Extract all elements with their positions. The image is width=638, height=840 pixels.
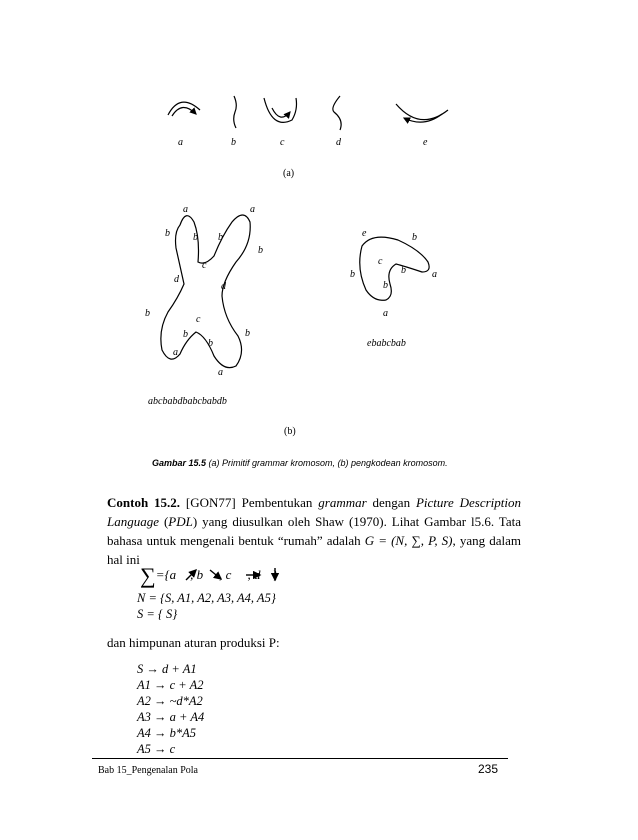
x-label: b	[193, 232, 198, 243]
boomerang-label: b	[383, 280, 388, 291]
primitive-e-icon	[396, 104, 448, 122]
boomerang-label: e	[362, 228, 367, 239]
x-chromosome-code: abcbabdbabcbabdb	[148, 396, 227, 407]
page-number: 235	[478, 762, 499, 776]
production-rule: A4 → b*A5	[137, 726, 197, 740]
sigma-icon: ∑	[140, 563, 156, 588]
pdl-term: Picture Description Language	[107, 495, 521, 529]
primitive-d-icon	[333, 96, 341, 130]
sigma-set-text: , c	[219, 567, 232, 582]
x-label: c	[202, 260, 207, 271]
x-label: a	[173, 347, 178, 358]
boomerang-label: b	[412, 232, 417, 243]
primitive-d-label: d	[336, 137, 341, 148]
chromosome-x-outline	[161, 215, 250, 368]
production-rule: A1 → c + A2	[137, 678, 204, 692]
boomerang-label: a	[432, 269, 437, 280]
primitive-c-label: c	[280, 137, 285, 148]
x-label: d	[174, 274, 179, 285]
figure-a-caption: (a)	[283, 168, 295, 179]
primitive-a-icon	[168, 102, 200, 116]
figure-caption-text: (a) Primitif grammar kromosom, (b) pengkodean kromosom.	[206, 458, 448, 468]
boomerang-label: b	[401, 265, 406, 276]
boomerang-label: c	[378, 256, 383, 267]
sigma-set	[140, 563, 279, 588]
footer-divider	[92, 758, 508, 759]
primitive-b-icon	[234, 96, 237, 128]
x-label: d	[221, 281, 226, 292]
example-text: , yang dalam hal ini	[107, 533, 521, 567]
boomerang-label: b	[350, 269, 355, 280]
s-set: S = { S}	[137, 607, 178, 621]
x-label: b	[145, 308, 150, 319]
primitive-e-label: e	[423, 137, 428, 148]
pdl-abbrev: PDL	[168, 514, 193, 529]
x-label: a	[250, 204, 255, 215]
example-text: [GON77] Pembentukan	[180, 495, 319, 510]
n-set: N = {S, A1, A2, A3, A4, A5}	[137, 591, 276, 605]
production-rule: A3 → a + A4	[137, 710, 205, 724]
chromosome-boomerang-outline	[360, 237, 429, 300]
x-label: a	[218, 367, 223, 378]
grammar-term: grammar	[318, 495, 367, 510]
footer-chapter: Bab 15_Pengenalan Pola	[98, 765, 198, 776]
sigma-symbol: ∑	[411, 533, 421, 548]
rules-intro: dan himpunan aturan produksi P:	[107, 635, 280, 650]
grammar-definition: G = (N,	[364, 533, 412, 548]
sigma-set-text: ={a	[155, 567, 177, 582]
production-rule: A2 → ~d*A2	[137, 694, 203, 708]
boomerang-label: a	[383, 308, 388, 319]
sigma-set-text: }	[272, 567, 279, 582]
example-paragraph	[107, 493, 521, 569]
x-label: b	[208, 338, 213, 349]
production-rule: S → d + A1	[137, 662, 197, 676]
x-label: b	[245, 328, 250, 339]
x-label: c	[196, 314, 201, 325]
primitive-b-label: b	[231, 137, 236, 148]
example-text: dengan	[366, 495, 416, 510]
x-label: b	[258, 245, 263, 256]
primitive-a-label: a	[178, 137, 183, 148]
x-label: a	[183, 204, 188, 215]
example-text: ) yang diusulkan oleh Shaw (1970). Lihat Gambar l5.6. Tata bahasa untuk mengenali bentuk “rumah” adalah	[107, 514, 521, 548]
figure-caption	[152, 458, 448, 468]
example-text: (	[159, 514, 169, 529]
x-label: b	[165, 228, 170, 239]
x-label: b	[218, 232, 223, 243]
sigma-set-text: , b	[190, 567, 204, 582]
example-title: Contoh 15.2.	[107, 495, 181, 510]
sigma-set-text: , d	[247, 567, 261, 582]
grammar-definition: , P, S)	[420, 533, 453, 548]
production-rule: A5 → c	[137, 742, 176, 756]
primitive-c-icon	[264, 98, 297, 122]
boomerang-chromosome-code: ebabcbab	[367, 338, 406, 349]
figure-b-caption: (b)	[284, 426, 296, 437]
figure-caption-label: Gambar 15.5	[152, 458, 207, 468]
x-label: b	[183, 329, 188, 340]
